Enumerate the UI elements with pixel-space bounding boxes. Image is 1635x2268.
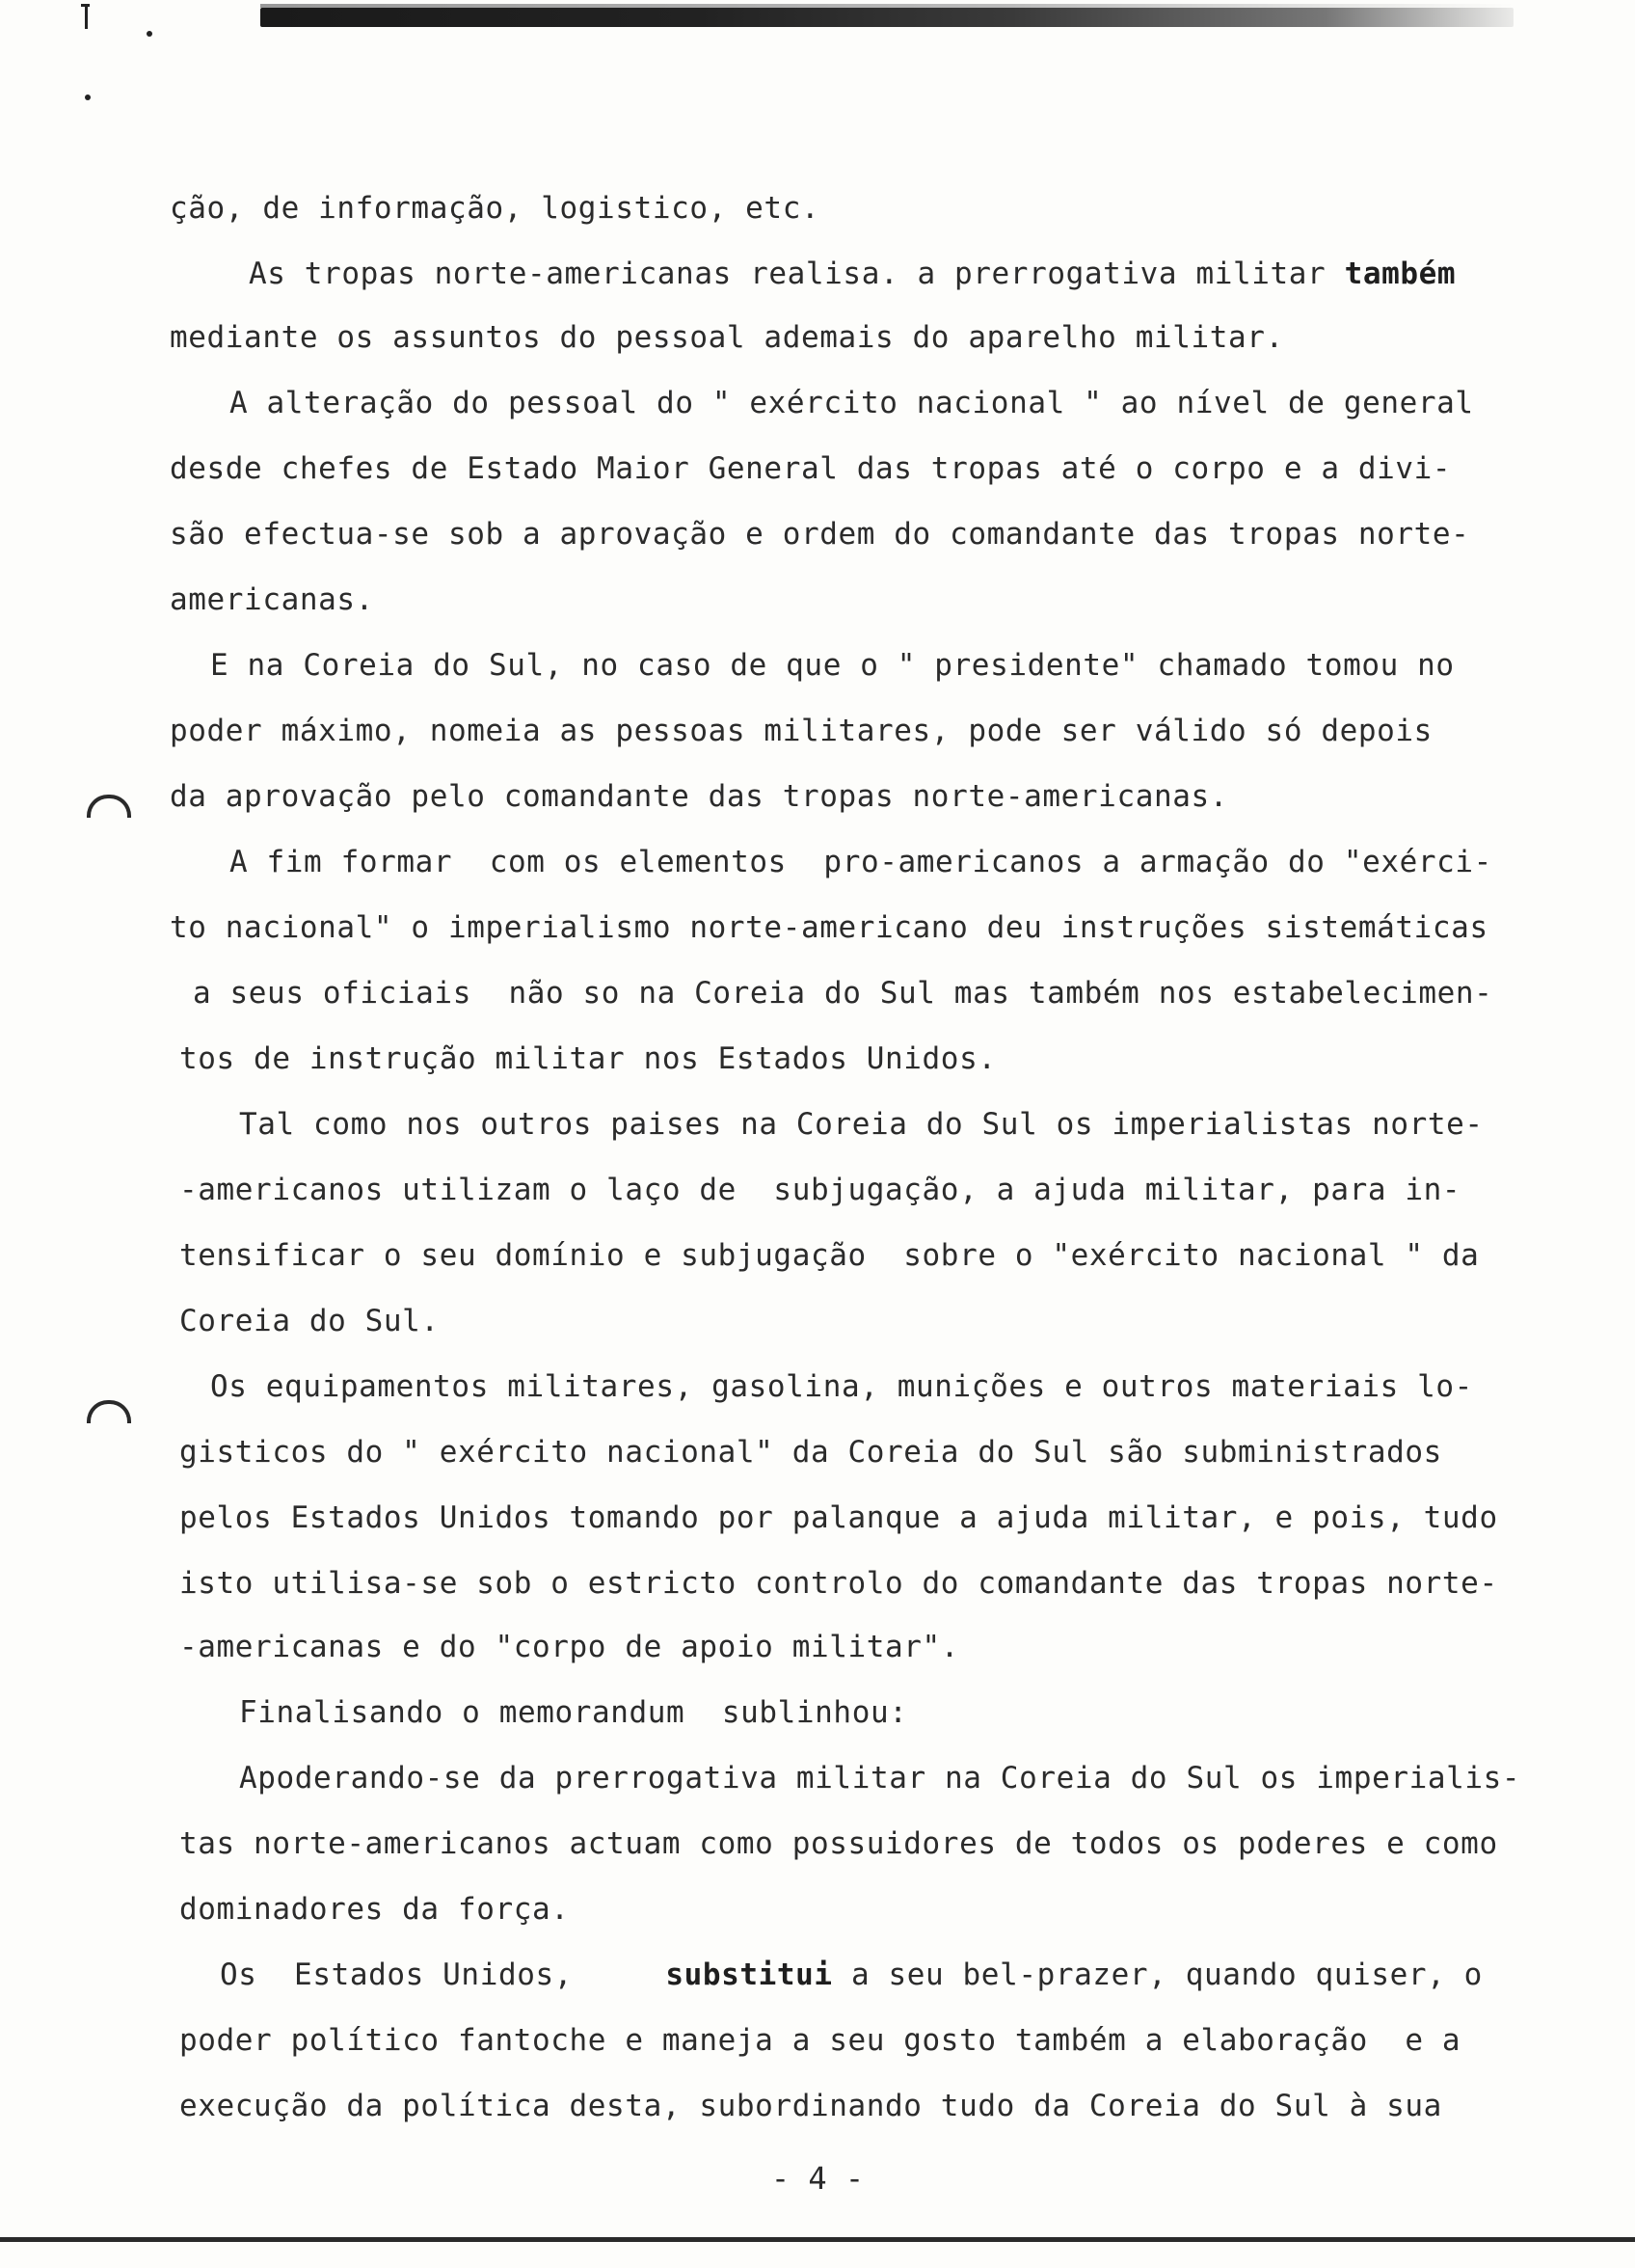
text-line: A alteração do pessoal do " exército nacional " ao nível de general <box>229 386 1474 420</box>
text-line: poder político fantoche e maneja a seu gosto também a elaboração e a <box>179 2023 1461 2058</box>
scan-speck <box>147 31 152 37</box>
text-line: desde chefes de Estado Maior General das tropas até o corpo e a divi- <box>170 451 1452 486</box>
text-line: Apoderando-se da prerrogativa militar na Coreia do Sul os imperialis- <box>239 1761 1521 1796</box>
page-number: - 4 - <box>770 2160 865 2197</box>
text-line: a seus oficiais não so na Coreia do Sul mas também nos estabelecimen- <box>193 976 1493 1011</box>
punch-hole-mark <box>87 1400 131 1423</box>
text-line: gisticos do " exército nacional" da Coreia do Sul são subministrados <box>179 1435 1442 1470</box>
corner-mark <box>85 4 88 29</box>
corner-mark <box>81 4 90 7</box>
text-line: Tal como nos outros paises na Coreia do Sul os imperialistas norte- <box>239 1107 1484 1142</box>
text-line: pelos Estados Unidos tomando por palanque a ajuda militar, e pois, tudo <box>179 1500 1498 1535</box>
text-line: são efectua-se sob a aprovação e ordem do comandante das tropas norte- <box>170 517 1470 552</box>
top-binding-strip <box>260 8 1514 27</box>
text-line: As tropas norte-americanas realisa. a prerrogativa militar também <box>249 256 1457 291</box>
text-line: execução da política desta, subordinando tudo da Coreia do Sul à sua <box>179 2089 1442 2123</box>
text-line: tos de instrução militar nos Estados Unidos. <box>179 1041 997 1076</box>
text-line: Finalisando o memorandum sublinhou: <box>239 1695 908 1730</box>
text-line: da aprovação pelo comandante das tropas norte-americanas. <box>170 779 1229 814</box>
text-line: Coreia do Sul. <box>179 1304 440 1338</box>
text-line: poder máximo, nomeia as pessoas militares, pode ser válido só depois <box>170 714 1433 748</box>
text-line: ção, de informação, logistico, etc. <box>170 191 820 226</box>
bottom-rule <box>0 2237 1635 2242</box>
text-line: A fim formar com os elementos pro-americanos a armação do "exérci- <box>229 845 1492 879</box>
scan-speck <box>85 94 91 100</box>
text-line: dominadores da força. <box>179 1892 570 1927</box>
punch-hole-mark <box>87 795 131 818</box>
text-line: Os Estados Unidos, substitui a seu bel-prazer, quando quiser, o <box>220 1958 1483 1992</box>
text-line: isto utilisa-se sob o estricto controlo do comandante das tropas norte- <box>179 1566 1498 1601</box>
text-line: -americanos utilizam o laço de subjugação, a ajuda militar, para in- <box>179 1173 1461 1207</box>
text-line: mediante os assuntos do pessoal ademais do aparelho militar. <box>170 320 1284 355</box>
text-line: Os equipamentos militares, gasolina, munições e outros materiais lo- <box>210 1369 1473 1404</box>
text-line: to nacional" o imperialismo norte-americano deu instruções sistemáticas <box>170 910 1488 945</box>
text-line: E na Coreia do Sul, no caso de que o " presidente" chamado tomou no <box>210 648 1455 683</box>
text-line: tensificar o seu domínio e subjugação sobre o "exército nacional " da <box>179 1238 1480 1273</box>
text-line: -americanas e do "corpo de apoio militar". <box>179 1630 960 1664</box>
text-line: tas norte-americanos actuam como possuidores de todos os poderes e como <box>179 1826 1498 1861</box>
text-line: americanas. <box>170 582 374 617</box>
